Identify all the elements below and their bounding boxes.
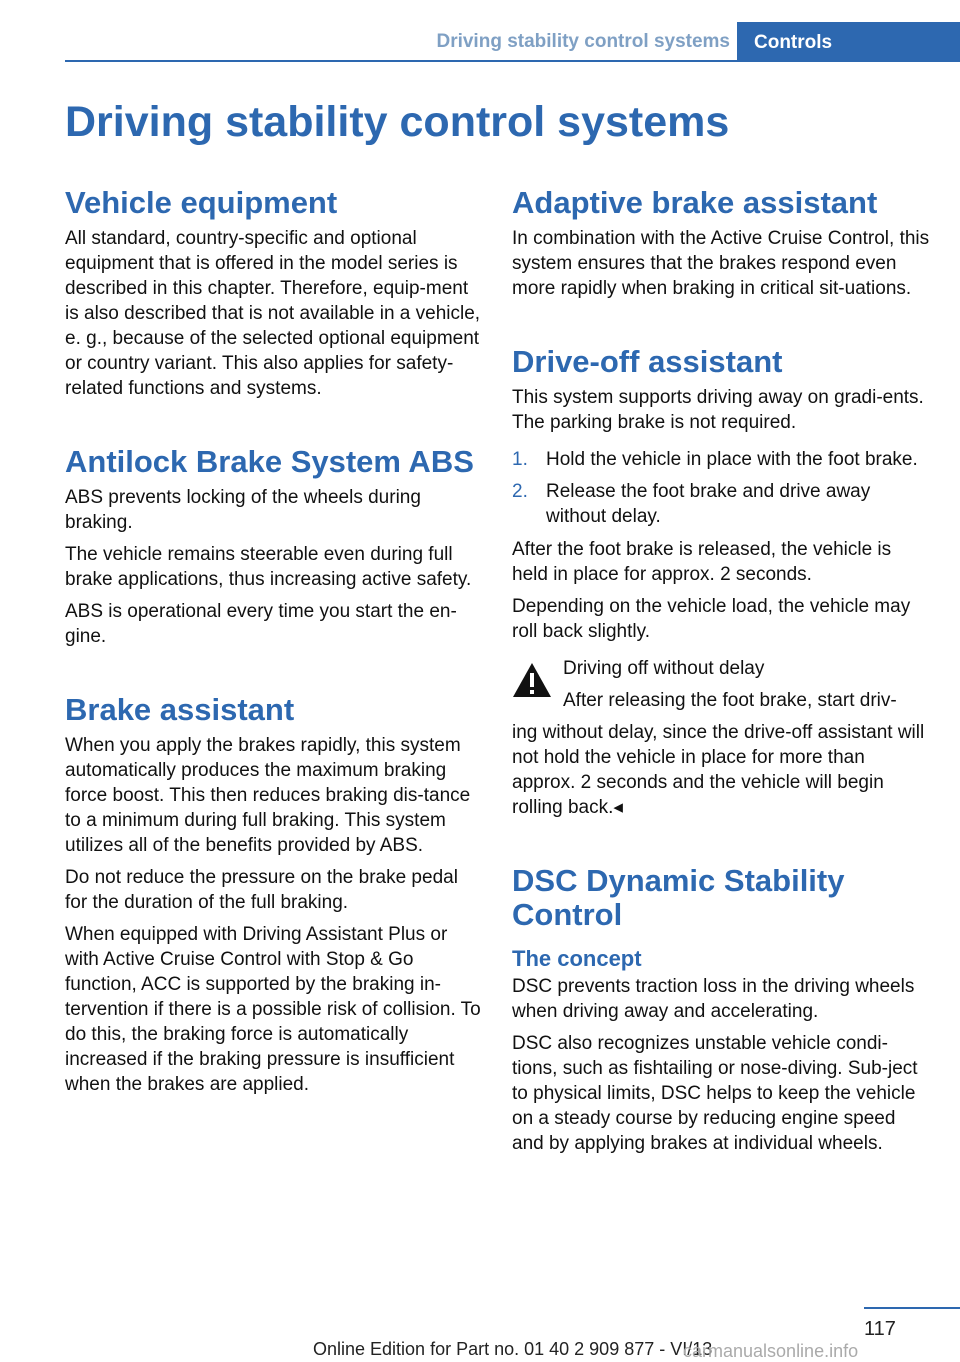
paragraph: Do not reduce the pressure on the brake pedal for the duration of the full braking. [65, 867, 458, 913]
list-item [512, 479, 932, 529]
section-adaptive-brake-assistant [512, 186, 932, 301]
step-text: Release the foot brake and drive away without delay. [546, 481, 871, 527]
paragraph: After the foot brake is released, the vehicle is held in place for approx. 2 seconds. [512, 539, 892, 585]
heading-vehicle-equipment: Vehicle equipment [65, 185, 338, 220]
warning-text: ing without delay, since the drive-off assistant will not hold the vehicle in place for more than approx. 2 seconds and the vehicle will begin rolling back.◂ [512, 722, 925, 818]
warning-text-lead: After releasing the foot brake, start driv- [563, 690, 897, 711]
header-section-title: Driving stability control systems [436, 31, 730, 52]
header-rule [65, 60, 737, 62]
paragraph: This system supports driving away on gradi-ents. The parking brake is not required. [512, 387, 924, 433]
step-number: 2. [512, 481, 528, 502]
page-header [0, 0, 960, 62]
paragraph: DSC prevents traction loss in the driving wheels when driving away and accelerating. [512, 976, 915, 1022]
step-text: Hold the vehicle in place with the foot brake. [546, 449, 918, 470]
paragraph: DSC also recognizes unstable vehicle condi-tions, such as fishtailing or nose-diving. Sub-ject to physical limits, DSC helps to keep the vehicle on a steady course by reducing engine speed and by applying brakes at individual wheels. [512, 1033, 918, 1154]
right-column [512, 186, 932, 1156]
section-brake-assistant [65, 693, 483, 1097]
footer-rule [864, 1307, 960, 1309]
paragraph: Depending on the vehicle load, the vehicle may roll back slightly. [512, 596, 911, 642]
chapter-tab[interactable]: Controls [737, 22, 960, 62]
paragraph: ABS prevents locking of the wheels during braking. [65, 487, 421, 533]
page-title: Driving stability control systems [65, 98, 730, 146]
warning-title: Driving off without delay [563, 658, 765, 679]
left-column [65, 186, 483, 1097]
watermark-text: carmanualsonline.info [683, 1341, 859, 1361]
warning-note [512, 656, 932, 820]
page-number: 117 [864, 1318, 896, 1340]
paragraph: All standard, country-specific and optional equipment that is offered in the model series is described in this chapter. Therefore, equip-ment is also described that is not available in a vehicle, e. g., because of the selected optional equipment or country variant. This also applies for safety-related functions and systems. [65, 228, 481, 399]
section-drive-off-assistant [512, 345, 932, 820]
paragraph: When you apply the brakes rapidly, this system automatically produces the maximum braking force boost. This then reduces braking dis-tance to a minimum during full braking. This system utilizes all of the benefits provided by ABS. [65, 735, 471, 856]
warning-triangle-icon [512, 662, 552, 698]
edition-note: Online Edition for Part no. 01 40 2 909 877 - VI/13 [313, 1339, 713, 1359]
subheading-the-concept: The concept [512, 946, 642, 971]
paragraph: When equipped with Driving Assistant Plus or with Active Cruise Control with Stop & Go function, ACC is supported by the braking in-tervention if there is a possible risk of collision. To do this, the braking force is automatically increased if the braking pressure is insufficient when the brakes are applied. [65, 924, 481, 1095]
list-item [512, 447, 932, 472]
heading-abs: Antilock Brake System ABS [65, 444, 474, 479]
steps-list [512, 447, 932, 529]
heading-drive-off-assistant: Drive-off assistant [512, 344, 783, 379]
paragraph: In combination with the Active Cruise Control, this system ensures that the brakes respond even more rapidly when braking in critical sit-uations. [512, 228, 930, 299]
step-number: 1. [512, 449, 528, 470]
heading-adaptive-brake-assistant: Adaptive brake assistant [512, 185, 878, 220]
paragraph: ABS is operational every time you start the en-gine. [65, 601, 457, 647]
section-abs [65, 445, 483, 649]
paragraph: The vehicle remains steerable even during full brake applications, thus increasing active safety. [65, 544, 472, 590]
section-vehicle-equipment [65, 186, 483, 401]
section-dsc [512, 864, 932, 1156]
heading-brake-assistant: Brake assistant [65, 692, 295, 727]
heading-dsc: DSC Dynamic Stability Control [512, 863, 845, 932]
